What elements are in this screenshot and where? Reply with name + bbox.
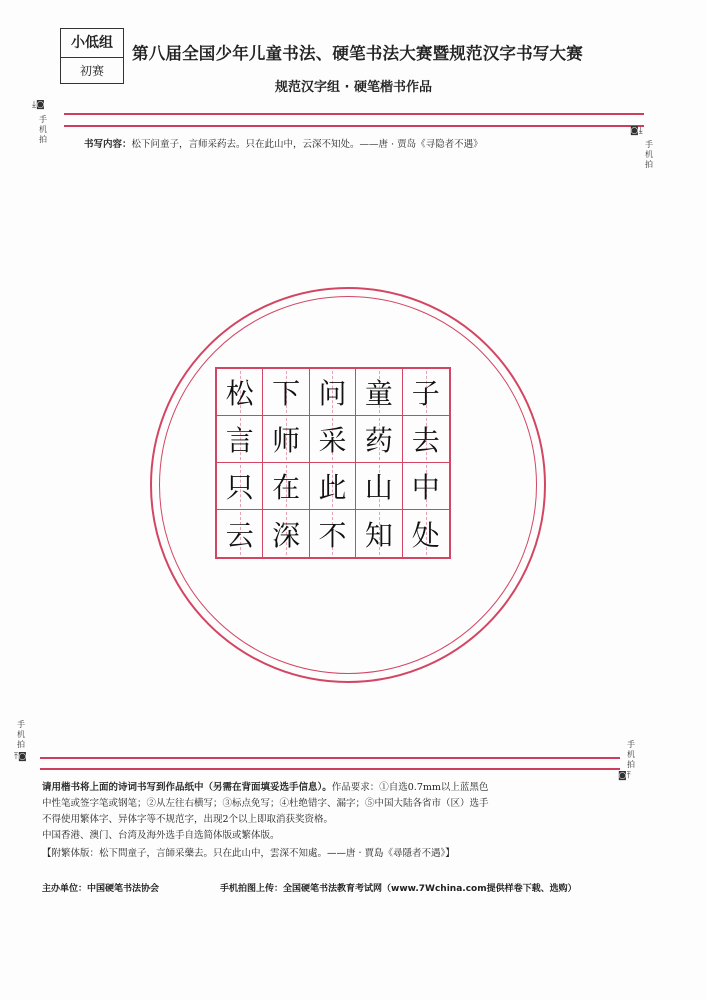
writing-text: 松下问童子，言师采药去。只在此山中，云深不知处。——唐 · 贾岛《寻隐者不遇》 (131, 139, 483, 150)
requirements-line-1 (42, 780, 622, 795)
grid-char: 童 (364, 377, 393, 410)
grid-char: 中 (411, 471, 440, 504)
grid-cell (356, 463, 402, 510)
grid-cell (217, 416, 263, 463)
requirements-line-3: 不得使用繁体字、异体字等不规范字，出现2个以上即取消获奖资格。 (42, 814, 334, 825)
grid-char: 在 (272, 471, 301, 504)
phone-photo-mark-left: 手机拍 (39, 115, 47, 144)
camera-download-icon: ⤓◙ (32, 100, 45, 110)
grid-char: 只 (225, 471, 254, 504)
organizer: 主办单位：中国硬笔书法协会 (42, 884, 160, 894)
grid-char: 采 (318, 424, 347, 457)
grid-cell (403, 463, 449, 510)
phone-photo-mark-bottom-right: 手机拍 (627, 740, 635, 769)
grid-char: 子 (411, 377, 440, 410)
grid-cell (356, 510, 402, 557)
grid-char: 问 (318, 377, 347, 410)
grid-cell (356, 416, 402, 463)
grid-cell (403, 369, 449, 416)
grid-char: 药 (364, 424, 393, 457)
stage-label: 初赛 (79, 64, 104, 78)
grid-char: 去 (411, 424, 440, 457)
grid-cell (310, 463, 356, 510)
requirements-line-1-rest: 作品要求：①自选0.7mm以上蓝黑色 (331, 782, 489, 793)
grid-char: 此 (318, 471, 347, 504)
camera-download-icon-right: ◙⤓ (630, 126, 643, 136)
grid-cell (310, 369, 356, 416)
grid-cell (263, 369, 309, 416)
grid-cell (403, 510, 449, 557)
camera-upload-icon-right: ◙⤒ (618, 771, 631, 781)
grid-cell (263, 510, 309, 557)
group-label: 小低组 (61, 29, 123, 58)
grid-char: 山 (364, 471, 393, 504)
grid-cell (263, 463, 309, 510)
grid-cell (217, 510, 263, 557)
grid-char: 松 (225, 377, 254, 410)
bottom-rule-2 (40, 768, 620, 770)
grid-char: 不 (318, 518, 347, 552)
writing-grid (215, 367, 451, 559)
grid-cell (310, 416, 356, 463)
page-title: 第八届全国少年儿童书法、硬笔书法大赛暨规范汉字书写大赛 (132, 44, 583, 63)
grid-char: 师 (272, 424, 301, 457)
writing-content (84, 136, 644, 150)
grid-char: 云 (225, 518, 254, 552)
grid-char: 下 (272, 377, 301, 410)
upload-info: 手机拍图上传：全国硬笔书法教育考试网（www.7Wchina.com提供样卷下载、选购） (220, 884, 577, 894)
camera-upload-icon: ⤒◙ (14, 752, 27, 762)
bottom-rule-1 (40, 757, 620, 759)
page-subtitle: 规范汉字组 · 硬笔楷书作品 (275, 80, 432, 95)
grid-char: 深 (272, 518, 301, 552)
grid-cell (217, 463, 263, 510)
top-rule-2 (64, 125, 644, 127)
grid-cell (310, 510, 356, 557)
grid-char: 处 (411, 518, 440, 552)
top-rule-1 (64, 113, 644, 115)
traditional-version: 【附繁体版：松下問童子，言師采藥去。只在此山中，雲深不知處。——唐 · 賈島《尋隱者不遇》】 (42, 848, 455, 859)
grid-cell (217, 369, 263, 416)
grid-cell (356, 369, 402, 416)
phone-photo-mark-right: 手机拍 (645, 140, 653, 169)
grid-char: 言 (225, 424, 254, 457)
grid-cell (263, 416, 309, 463)
phone-photo-mark-bottom-left: 手机拍 (17, 720, 25, 749)
grid-char: 知 (364, 518, 393, 552)
requirements-line-4: 中国香港、澳门、台湾及海外选手自选简体版或繁体版。 (42, 830, 280, 841)
writing-label: 书写内容： (84, 139, 132, 150)
requirements-line-2: 中性笔或签字笔或钢笔；②从左往右横写；③标点免写；④杜绝错字、漏字；⑤中国大陆各省市（区）选手 (42, 798, 489, 809)
grid-cell (403, 416, 449, 463)
requirements-lead: 请用楷书将上面的诗词书写到作品纸中（另需在背面填妥选手信息）。 (42, 782, 332, 793)
